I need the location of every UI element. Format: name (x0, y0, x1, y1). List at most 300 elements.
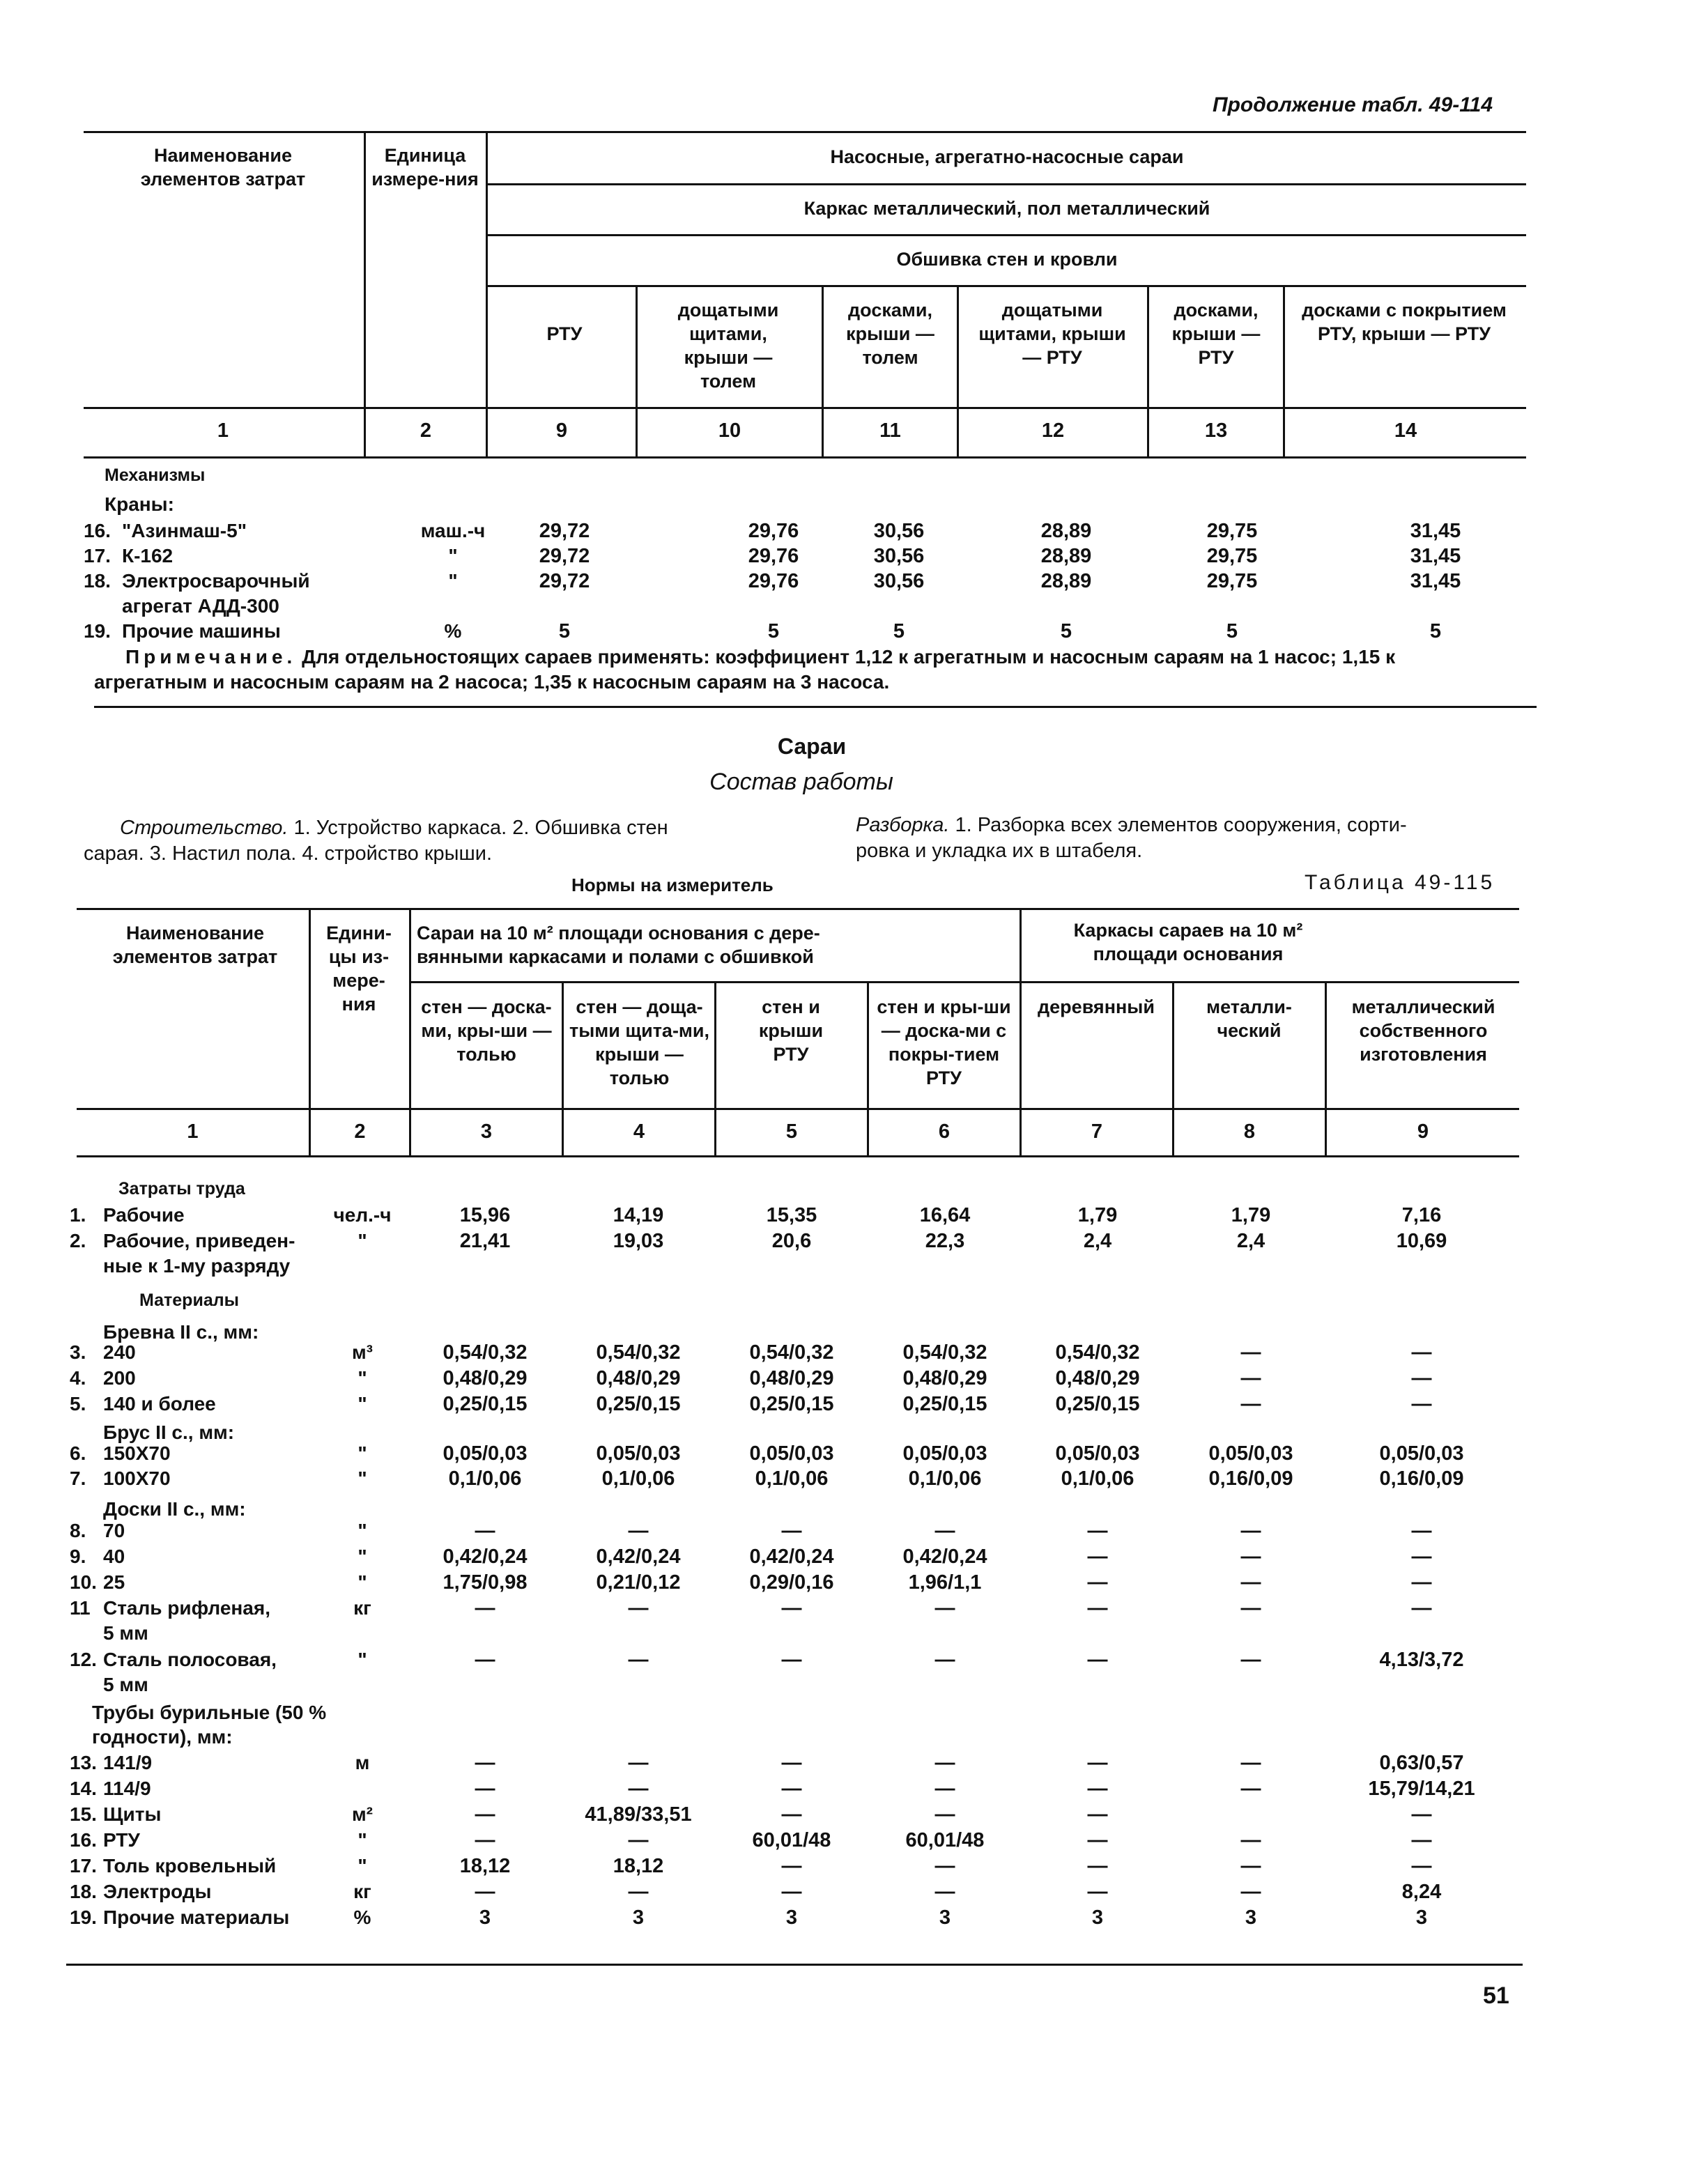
table-cell: 0,16/0,09 (1208, 1467, 1293, 1490)
table-cell: — (1240, 1829, 1261, 1851)
col-number: 1 (217, 419, 229, 442)
table-cell: — (1087, 1855, 1108, 1877)
row-name: К-162 (122, 545, 174, 567)
table-cell: 3 (1415, 1906, 1428, 1929)
col-number: 5 (785, 1120, 798, 1143)
table-cell: 31,45 (1410, 520, 1461, 542)
row-unit: кг (353, 1597, 371, 1619)
row-unit: " (357, 1520, 367, 1541)
table-cell: 3 (1091, 1906, 1104, 1929)
disassembly-text (856, 812, 1553, 838)
row-unit: " (357, 1467, 367, 1489)
table-cell: — (781, 1855, 802, 1877)
table-cell: 29,75 (1206, 570, 1258, 592)
row-name-continued: ные к 1-му разряду (103, 1255, 291, 1277)
row-number: 8. (70, 1520, 86, 1541)
table-cell: — (1240, 1597, 1261, 1619)
table-cell: 31,45 (1410, 570, 1461, 592)
col-header: дощатыми щитами, крыши — РТУ (978, 300, 1126, 368)
table-cell: — (1411, 1520, 1432, 1542)
table-cell: 0,25/0,15 (443, 1393, 528, 1415)
pipes-heading-2: годности), мм: (92, 1726, 233, 1748)
note (125, 645, 1540, 670)
col-header: стен — доска-ми, кры-ши — толью (421, 996, 552, 1065)
table-cell: — (1087, 1881, 1108, 1903)
note-label: Примечание. (125, 646, 297, 668)
table-cell: — (1240, 1341, 1261, 1364)
col-number: 2 (354, 1120, 366, 1143)
row-unit: " (357, 1546, 367, 1567)
table-cell: — (628, 1520, 649, 1542)
note-text: Для отдельностоящих сараев применять: коэффициент 1,12 к агрегатным и насосным сараям на 1 насос; 1,15 к (302, 646, 1396, 668)
col-header: РТУ (546, 323, 583, 344)
table-cell: 0,54/0,32 (749, 1341, 834, 1364)
table-cell: — (1240, 1649, 1261, 1671)
table-cell: 29,72 (539, 545, 590, 567)
table-cell: 1,79 (1231, 1204, 1271, 1226)
table-cell: 0,42/0,24 (596, 1546, 681, 1568)
row-name: 70 (103, 1520, 125, 1541)
header-group-3: Обшивка стен и кровли (896, 249, 1118, 270)
table-cell: — (475, 1803, 495, 1826)
table-cell: — (475, 1752, 495, 1774)
row-unit: " (357, 1829, 367, 1851)
row-unit: " (357, 1230, 367, 1251)
table-cell: 0,42/0,24 (443, 1546, 528, 1568)
rule (1020, 909, 1022, 1155)
table-cell: 0,48/0,29 (902, 1367, 987, 1389)
row-name: Прочие материалы (103, 1906, 290, 1928)
table-cell: — (934, 1520, 955, 1542)
header-unit: Едини-цы из-мере-ния (326, 923, 392, 1015)
table-cell: 0,54/0,32 (443, 1341, 528, 1364)
table-cell: 0,54/0,32 (902, 1341, 987, 1364)
row-number: 19. (70, 1906, 97, 1928)
row-number: 5. (70, 1393, 86, 1415)
table-cell: — (1240, 1881, 1261, 1903)
rule (411, 981, 1519, 983)
row-number: 13. (70, 1752, 97, 1773)
row-number: 15. (70, 1803, 97, 1825)
table-cell: 0,25/0,15 (596, 1393, 681, 1415)
table-cell: 29,75 (1206, 520, 1258, 542)
row-number: 9. (70, 1546, 86, 1567)
col-number: 2 (420, 419, 432, 442)
rule (486, 132, 488, 456)
row-name: 25 (103, 1571, 125, 1593)
row-number: 12. (70, 1649, 97, 1670)
table-cell: — (475, 1829, 495, 1851)
row-name: 140 и более (103, 1393, 216, 1415)
table-cell: — (1411, 1803, 1432, 1826)
table-cell: 1,79 (1077, 1204, 1118, 1226)
table-cell: 29,76 (748, 545, 799, 567)
table-cell: — (1411, 1341, 1432, 1364)
col-header: досками, крыши — толем (846, 300, 934, 368)
construction-steps: 1. Устройство каркаса. 2. Обшивка стен (293, 817, 668, 839)
table-cell: — (628, 1649, 649, 1671)
table-cell: — (1087, 1778, 1108, 1800)
table-cell: — (934, 1803, 955, 1826)
table-cell: 0,1/0,06 (908, 1467, 982, 1490)
row-number: 6. (70, 1442, 86, 1464)
table-cell: 1,96/1,1 (908, 1571, 982, 1594)
col-header: стен — доща-тыми щита-ми, крыши — толью (569, 996, 710, 1088)
rule (364, 132, 366, 456)
table-cell: 31,45 (1410, 545, 1461, 567)
rule (488, 234, 1526, 236)
col-number: 10 (718, 419, 741, 442)
table-cell: 10,69 (1396, 1230, 1447, 1252)
table-cell: 8,24 (1401, 1881, 1442, 1903)
table-cell: 0,29/0,16 (749, 1571, 834, 1594)
section-heading: Механизмы (105, 465, 206, 485)
col-number: 9 (1417, 1120, 1429, 1143)
row-unit: кг (353, 1881, 371, 1902)
rule (84, 131, 1526, 133)
table-cell: 0,25/0,15 (1055, 1393, 1140, 1415)
row-name: 240 (103, 1341, 136, 1363)
table-cell: — (628, 1829, 649, 1851)
table-cell: — (934, 1778, 955, 1800)
row-name: 141/9 (103, 1752, 153, 1773)
row-unit: м² (351, 1803, 374, 1825)
row-name: 40 (103, 1546, 125, 1567)
col-number: 7 (1091, 1120, 1103, 1143)
table-cell: 18,12 (459, 1855, 511, 1877)
table-cell: 0,48/0,29 (443, 1367, 528, 1389)
col-number: 3 (480, 1120, 493, 1143)
table-cell: 20,6 (771, 1230, 812, 1252)
row-number: 17. (70, 1855, 97, 1877)
table-cell: — (1240, 1520, 1261, 1542)
table-cell: 29,76 (748, 570, 799, 592)
table-cell: 1,75/0,98 (443, 1571, 528, 1594)
table-cell: — (1411, 1571, 1432, 1594)
row-unit: маш.-ч (420, 520, 486, 541)
row-number: 18. (70, 1881, 97, 1902)
row-number: 7. (70, 1467, 86, 1489)
rule (77, 1155, 1519, 1157)
table-cell: 15,35 (766, 1204, 817, 1226)
boards-heading: Доски II с., мм: (103, 1498, 246, 1520)
header-group-1: Насосные, агрегатно-насосные сараи (830, 146, 1184, 167)
table-cell: 60,01/48 (752, 1829, 831, 1851)
construction-label: Строительство. (120, 817, 288, 839)
table-cell: 22,3 (925, 1230, 965, 1252)
table-cell: — (934, 1855, 955, 1877)
construction-text (120, 815, 852, 840)
table-cell: 0,48/0,29 (596, 1367, 681, 1389)
row-name: Сталь полосовая, (103, 1649, 277, 1670)
col-header: деревянный (1038, 996, 1155, 1017)
row-number: 11 (70, 1597, 91, 1619)
table-cell: 29,72 (539, 570, 590, 592)
table-cell: 5 (1226, 620, 1238, 642)
row-number: 17. (84, 545, 111, 567)
rule (409, 909, 411, 1155)
table-cell: — (1087, 1649, 1108, 1671)
table-cell: — (934, 1752, 955, 1774)
col-number: 12 (1041, 419, 1065, 442)
row-unit: м³ (351, 1341, 374, 1363)
section-title: Сараи (777, 734, 847, 759)
table-cell: — (1411, 1393, 1432, 1415)
table-cell: 28,89 (1040, 545, 1092, 567)
row-number: 14. (70, 1778, 97, 1799)
row-number: 4. (70, 1367, 86, 1389)
table-cell: — (1240, 1367, 1261, 1389)
rule (77, 1108, 1519, 1110)
row-name: РТУ (103, 1829, 140, 1851)
table-cell: 18,12 (613, 1855, 664, 1877)
table-cell: — (628, 1881, 649, 1903)
table-cell: 5 (767, 620, 780, 642)
table-cell: — (628, 1597, 649, 1619)
row-unit: % (353, 1906, 371, 1928)
labor-heading: Затраты труда (118, 1179, 245, 1199)
row-unit: чел.-ч (333, 1204, 392, 1226)
table-cell: — (628, 1752, 649, 1774)
header-name: Наименование элементов затрат (140, 145, 306, 190)
table-cell: 2,4 (1236, 1230, 1265, 1252)
table-cell: — (1087, 1546, 1108, 1568)
beam-heading: Брус II с., мм: (103, 1421, 235, 1443)
row-name-continued: 5 мм (103, 1622, 148, 1644)
col-number: 13 (1204, 419, 1228, 442)
table-cell: 0,21/0,12 (596, 1571, 681, 1594)
table-cell: 0,05/0,03 (902, 1442, 987, 1465)
row-unit: " (357, 1367, 367, 1389)
table-cell: — (475, 1597, 495, 1619)
header-group-a: Сараи на 10 м² площади основания с дере-вянными каркасами и полами с обшивкой (417, 923, 820, 967)
table-cell: 0,48/0,29 (749, 1367, 834, 1389)
rule (66, 1964, 1523, 1966)
table-cell: — (475, 1649, 495, 1671)
table-cell: — (1240, 1752, 1261, 1774)
table-cell: 0,05/0,03 (443, 1442, 528, 1465)
table-cell: 0,1/0,06 (601, 1467, 675, 1490)
col-number: 4 (633, 1120, 645, 1143)
rule (309, 909, 311, 1155)
row-unit: " (357, 1649, 367, 1670)
table-cell: 30,56 (873, 570, 925, 592)
table-cell: — (1411, 1367, 1432, 1389)
table-cell: — (1240, 1855, 1261, 1877)
table-cell: — (781, 1778, 802, 1800)
table-cell: 0,1/0,06 (448, 1467, 522, 1490)
row-unit: % (444, 620, 462, 642)
table-cell: — (781, 1803, 802, 1826)
table-cell: 16,64 (919, 1204, 971, 1226)
table-cell: 0,42/0,24 (902, 1546, 987, 1568)
row-unit: " (357, 1393, 367, 1415)
table-cell: — (1411, 1829, 1432, 1851)
row-name: 150X70 (103, 1442, 171, 1464)
table-cell: 4,13/3,72 (1379, 1649, 1464, 1671)
rule (488, 285, 1526, 287)
col-header: металли-ческий (1206, 996, 1292, 1041)
rule (84, 456, 1526, 459)
norms-caption: Нормы на измеритель (571, 875, 774, 895)
table-cell: — (1240, 1571, 1261, 1594)
disassembly-steps: 1. Разборка всех элементов сооружения, сорти- (955, 814, 1407, 836)
table-cell: 0,25/0,15 (902, 1393, 987, 1415)
row-unit: " (448, 545, 458, 567)
table-cell: 5 (893, 620, 905, 642)
row-number: 3. (70, 1341, 86, 1363)
row-name: 114/9 (103, 1778, 151, 1799)
col-number: 8 (1243, 1120, 1256, 1143)
table-cell: 28,89 (1040, 570, 1092, 592)
table-cell: 2,4 (1083, 1230, 1112, 1252)
table-cell: 5 (1060, 620, 1072, 642)
table-cell: — (1087, 1752, 1108, 1774)
col-number: 11 (879, 419, 901, 442)
table-cell: 0,05/0,03 (596, 1442, 681, 1465)
table-cell: 21,41 (459, 1230, 511, 1252)
row-name: 100X70 (103, 1467, 171, 1489)
row-name-continued: 5 мм (103, 1674, 148, 1695)
table-cell: — (934, 1649, 955, 1671)
table-cell: 0,05/0,03 (1379, 1442, 1464, 1465)
table-cell: — (1087, 1803, 1108, 1826)
table-cell: 3 (939, 1906, 951, 1929)
table-cell: — (1087, 1571, 1108, 1594)
row-number: 18. (84, 570, 111, 592)
table-cell: — (1087, 1597, 1108, 1619)
table-cell: 19,03 (613, 1230, 664, 1252)
rule (77, 908, 1519, 910)
col-header: стен и кры-ши — доска-ми с покры-тием РТУ (877, 996, 1011, 1088)
table-cell: 0,54/0,32 (596, 1341, 681, 1364)
table-cell: 0,05/0,03 (1208, 1442, 1293, 1465)
table-cell: 5 (1429, 620, 1442, 642)
table-cell: 29,75 (1206, 545, 1258, 567)
table-cell: — (475, 1778, 495, 1800)
disassembly-text-2: ровка и укладка их в штабеля. (856, 840, 1143, 862)
row-unit: " (448, 570, 458, 592)
section-subtitle: Состав работы (709, 769, 893, 795)
row-name-continued: агрегат АДД-300 (122, 595, 279, 617)
disassembly-label: Разборка. (856, 814, 950, 836)
row-name: Прочие машины (122, 620, 281, 642)
row-number: 2. (70, 1230, 86, 1251)
table-number: Таблица 49-115 (1305, 871, 1495, 894)
col-header: досками, крыши — РТУ (1171, 300, 1261, 368)
note-continued: агрегатным и насосным сараям на 2 насоса; 1,35 к насосным сараям на 3 насоса. (94, 671, 890, 693)
row-unit: м (355, 1752, 370, 1773)
table-cell: 29,72 (539, 520, 590, 542)
row-number: 16. (84, 520, 111, 541)
col-header: металлический собственного изготовления (1351, 996, 1495, 1065)
table-cell: — (1240, 1393, 1261, 1415)
table-cell: — (934, 1597, 955, 1619)
sub-heading: Краны: (105, 493, 174, 515)
row-number: 19. (84, 620, 111, 642)
table-cell: — (1411, 1546, 1432, 1568)
row-number: 1. (70, 1204, 86, 1226)
row-unit: " (357, 1442, 367, 1464)
table-cell: — (781, 1597, 802, 1619)
row-name: Толь кровельный (103, 1855, 277, 1877)
table-cell: — (781, 1881, 802, 1903)
table-cell: — (781, 1752, 802, 1774)
table-cell: — (1087, 1520, 1108, 1542)
table-cell: 0,1/0,06 (1061, 1467, 1134, 1490)
table-cell: 0,05/0,03 (1055, 1442, 1140, 1465)
table-cell: 0,54/0,32 (1055, 1341, 1140, 1364)
col-header: стен и крыши РТУ (758, 996, 824, 1065)
table-cell: — (1411, 1855, 1432, 1877)
table-cell: — (1240, 1546, 1261, 1568)
table-cell: 0,16/0,09 (1379, 1467, 1464, 1490)
rule (84, 407, 1526, 409)
row-name: Щиты (103, 1803, 162, 1825)
logs-heading: Бревна II с., мм: (103, 1321, 259, 1343)
row-name: Рабочие, приведен- (103, 1230, 295, 1251)
table-cell: 30,56 (873, 545, 925, 567)
table-cell: 0,25/0,15 (749, 1393, 834, 1415)
table-cell: 0,63/0,57 (1379, 1752, 1464, 1774)
col-header: дощатыми щитами, крыши — толем (677, 300, 779, 392)
table-cell: 28,89 (1040, 520, 1092, 542)
continuation-caption: Продолжение табл. 49-114 (1213, 93, 1493, 116)
table-cell: 0,48/0,29 (1055, 1367, 1140, 1389)
row-name: 200 (103, 1367, 136, 1389)
table-cell: 0,42/0,24 (749, 1546, 834, 1568)
row-name: Электросварочный (122, 570, 310, 592)
table-cell: — (628, 1778, 649, 1800)
table-cell: — (1411, 1597, 1432, 1619)
table-cell: 15,79/14,21 (1368, 1778, 1475, 1800)
table-cell: 3 (1245, 1906, 1257, 1929)
table-cell: — (781, 1649, 802, 1671)
row-name: Электроды (103, 1881, 212, 1902)
row-number: 16. (70, 1829, 97, 1851)
table-cell: 60,01/48 (905, 1829, 985, 1851)
table-cell: 3 (632, 1906, 645, 1929)
pipes-heading: Трубы бурильные (50 % (92, 1702, 327, 1723)
row-unit: " (357, 1855, 367, 1877)
col-number: 9 (555, 419, 568, 442)
table-cell: — (1240, 1778, 1261, 1800)
row-unit: " (357, 1571, 367, 1593)
rule (488, 183, 1526, 185)
table-cell: 14,19 (613, 1204, 664, 1226)
col-header: досками с покрытием РТУ, крыши — РТУ (1302, 300, 1507, 344)
col-number: 1 (187, 1120, 199, 1143)
table-cell: 41,89/33,51 (585, 1803, 692, 1826)
table-cell: — (1087, 1829, 1108, 1851)
col-number: 6 (938, 1120, 951, 1143)
row-number: 10. (70, 1571, 97, 1593)
row-name: Сталь рифленая, (103, 1597, 270, 1619)
row-name: "Азинмаш-5" (122, 520, 247, 541)
table-cell: 5 (558, 620, 571, 642)
construction-text-2: сарая. 3. Настил пола. 4. стройство крыши. (84, 842, 493, 865)
table-cell: — (934, 1881, 955, 1903)
page-number: 51 (1483, 1982, 1509, 2009)
table-cell: 3 (479, 1906, 491, 1929)
col-number: 14 (1394, 419, 1417, 442)
table-cell: 0,05/0,03 (749, 1442, 834, 1465)
table-cell: 7,16 (1401, 1204, 1442, 1226)
table-cell: — (781, 1520, 802, 1542)
table-cell: 15,96 (459, 1204, 511, 1226)
header-name: Наименование элементов затрат (112, 923, 278, 967)
header-group-b: Каркасы сараев на 10 м² площади основания (1073, 920, 1303, 964)
